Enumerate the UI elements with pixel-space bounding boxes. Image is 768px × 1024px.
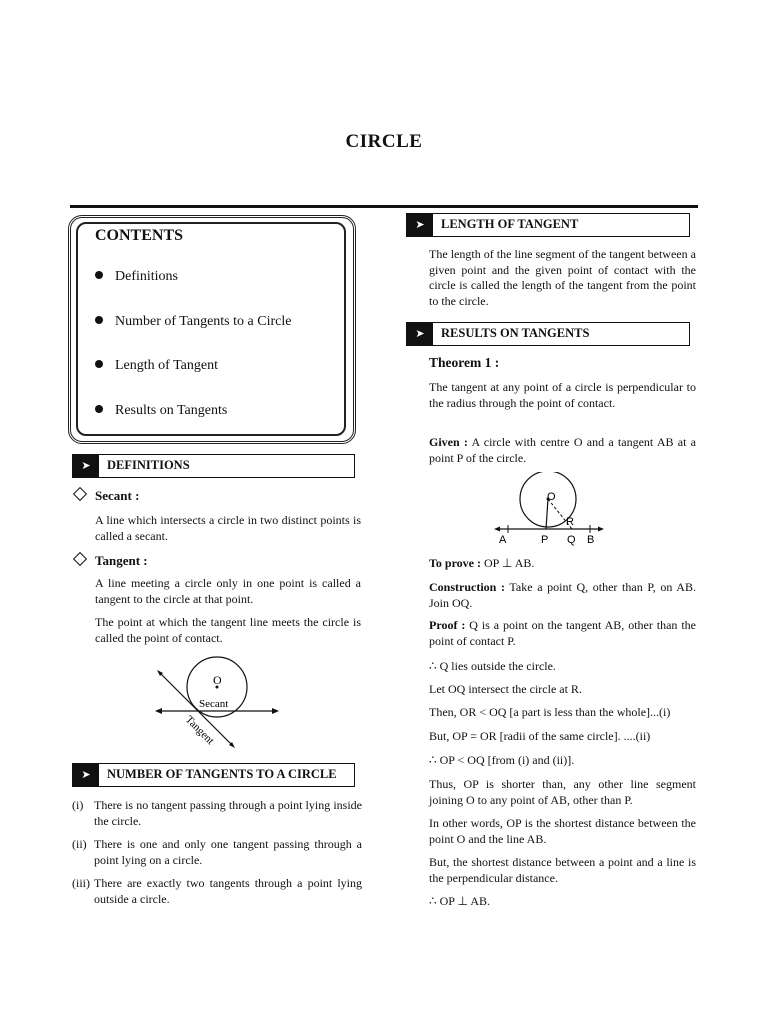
page-title: CIRCLE (345, 131, 423, 152)
proof-paragraph: In other words, OP is the shortest distance between the point O and the line AB. (429, 816, 696, 846)
bullet-icon (95, 271, 103, 279)
header-rule (70, 205, 698, 208)
tangent-label: Tangent (182, 713, 217, 748)
label-a: A (499, 534, 507, 546)
section-header-label: NUMBER OF TANGENTS TO A CIRCLE (107, 767, 337, 781)
contents-item-label: Length of Tangent (115, 358, 218, 373)
arrowhead-left (155, 708, 162, 714)
list-item-text: There are exactly two tangents through a point lying outside a circle. (94, 876, 362, 906)
contents-item-label: Number of Tangents to a Circle (115, 314, 292, 329)
bullet-icon (95, 316, 103, 324)
section-header-label: DEFINITIONS (107, 458, 190, 472)
proof-step: ∴ OP < OQ [from (i) and (ii)]. (429, 753, 575, 767)
proof-step: Then, OR < OQ [a part is less than the whole]...(i) (429, 705, 671, 719)
arrow-icon: ➤ (407, 323, 433, 345)
list-item-text: There is one and only one tangent passing through a point lying on a circle. (94, 837, 362, 867)
list-item-text: There is no tangent passing through a point lying inside the circle. (94, 798, 362, 828)
construction-text: Construction : Take a point Q, other than P, on AB. Join OQ. (429, 580, 696, 610)
arrow-icon: ➤ (407, 214, 433, 236)
list-item-number: (ii) (72, 837, 87, 851)
arrowhead-right (272, 708, 279, 714)
arrow-icon: ➤ (73, 764, 99, 786)
contents-item (95, 314, 291, 330)
radius-op (546, 499, 548, 529)
contents-item (95, 269, 178, 285)
theorem-statement: The tangent at any point of a circle is perpendicular to the radius through the point of contact. (429, 380, 696, 410)
secant-term: Secant : (75, 488, 139, 504)
contents-item-label: Results on Tangents (115, 403, 228, 418)
bullet-icon (95, 405, 103, 413)
section-header-number-of-tangents (72, 763, 355, 787)
proof-step: Let OQ intersect the circle at R. (429, 682, 582, 696)
secant-definition: A line which intersects a circle in two distinct points is called a secant. (95, 513, 361, 543)
tangent-term: Tangent : (75, 553, 148, 569)
bullet-icon (95, 360, 103, 368)
section-header-definitions (72, 454, 355, 478)
to-prove-text: To prove : OP ⊥ AB. (429, 556, 535, 570)
proof-step: ∴ Q lies outside the circle. (429, 659, 556, 673)
list-item-number: (i) (72, 798, 84, 812)
contents-item (95, 403, 227, 419)
theorem-figure (490, 472, 610, 548)
contents-item-label: Definitions (115, 269, 178, 284)
secant-tangent-figure (145, 650, 285, 755)
list-item (72, 837, 362, 869)
list-item-number: (iii) (72, 876, 90, 890)
contents-item (95, 358, 218, 374)
length-of-tangent-text: The length of the line segment of the tangent between a given point and the given point of contact with the circle is called the length of the tangent from the point to the circle. (429, 247, 696, 308)
label-r: R (566, 516, 574, 528)
section-header-label: LENGTH OF TANGENT (441, 217, 579, 231)
theorem-heading: Theorem 1 : (429, 355, 500, 370)
arrowhead-left (494, 527, 500, 532)
diamond-bullet-icon (73, 487, 87, 501)
list-item (72, 798, 362, 830)
arrowhead-right (598, 527, 604, 532)
list-item (72, 876, 362, 908)
proof-paragraph: Thus, OP is shorter than, any other line segment joining O to any point of AB, other than P. (429, 777, 696, 807)
center-label: O (213, 673, 222, 687)
label-q: Q (567, 534, 576, 546)
contents-heading: CONTENTS (95, 227, 184, 244)
arrow-icon: ➤ (73, 455, 99, 477)
label-p: P (541, 534, 549, 546)
proof-text: Proof : Q is a point on the tangent AB, other than the point of contact P. (429, 618, 696, 648)
section-header-length-of-tangent (406, 213, 690, 237)
label-o: O (547, 491, 556, 503)
section-header-label: RESULTS ON TANGENTS (441, 326, 590, 340)
section-header-results-on-tangents (406, 322, 690, 346)
secant-label: Secant (199, 698, 229, 710)
label-b: B (587, 534, 595, 546)
point-of-contact-definition: The point at which the tangent line meets the circle is called the point of contact. (95, 615, 361, 645)
proof-step: But, OP = OR [radii of the same circle]. ....(ii) (429, 729, 651, 743)
given-text: Given : A circle with centre O and a tangent AB at a point P of the circle. (429, 435, 696, 465)
proof-conclusion: ∴ OP ⊥ AB. (429, 894, 490, 908)
diamond-bullet-icon (73, 552, 87, 566)
tangent-definition: A line meeting a circle only in one point is called a tangent to the circle at that point. (95, 576, 361, 606)
proof-paragraph: But, the shortest distance between a point and a line is the perpendicular distance. (429, 855, 696, 885)
